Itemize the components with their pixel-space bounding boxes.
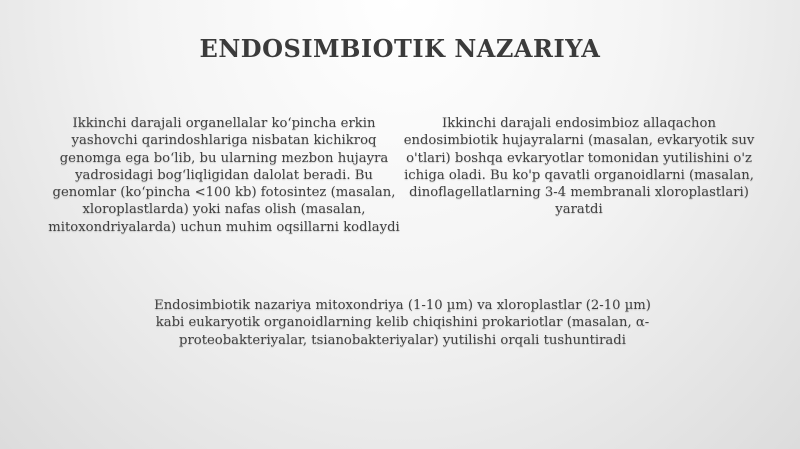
- bottom-paragraph: Endosimbiotik nazariya mitoxondriya (1-10 µm) va xloroplastlar (2-10 µm) kabi eukaryotik organoidlarning kelib chiqishini prokariotlar (masalan, α-proteobakteriyalar, tsianobakteriyalar) yutilishi orqali tushuntiradi: [154, 298, 651, 348]
- left-paragraph: Ikkinchi darajali organellalar koʻpincha erkin yashovchi qarindoshlariga nisbatan kichikroq genomga ega boʻlib, bu ularning mezbon hujayra yadrosidagi bogʻliqligidan dalolat beradi. Bu genomlar (koʻpincha <100 kb) fotosintez (masalan, xloroplastlarda) yoki nafas olish (masalan, mitoxondriyalarda) uchun muhim oqsillarni kodlaydi: [48, 116, 400, 235]
- right-paragraph: Ikkinchi darajali endosimbioz allaqachon endosimbiotik hujayralarni (masalan, evkaryotik suv o'tlari) boshqa evkaryotlar tomonidan yutilishini o'z ichiga oladi. Bu ko'p qavatli organoidlarni (masalan, dinoflagellatlarning 3-4 membranali xloroplastlari) yaratdi: [403, 116, 755, 218]
- slide-title: ENDOSIMBIOTIK NAZARIYA: [199, 34, 601, 63]
